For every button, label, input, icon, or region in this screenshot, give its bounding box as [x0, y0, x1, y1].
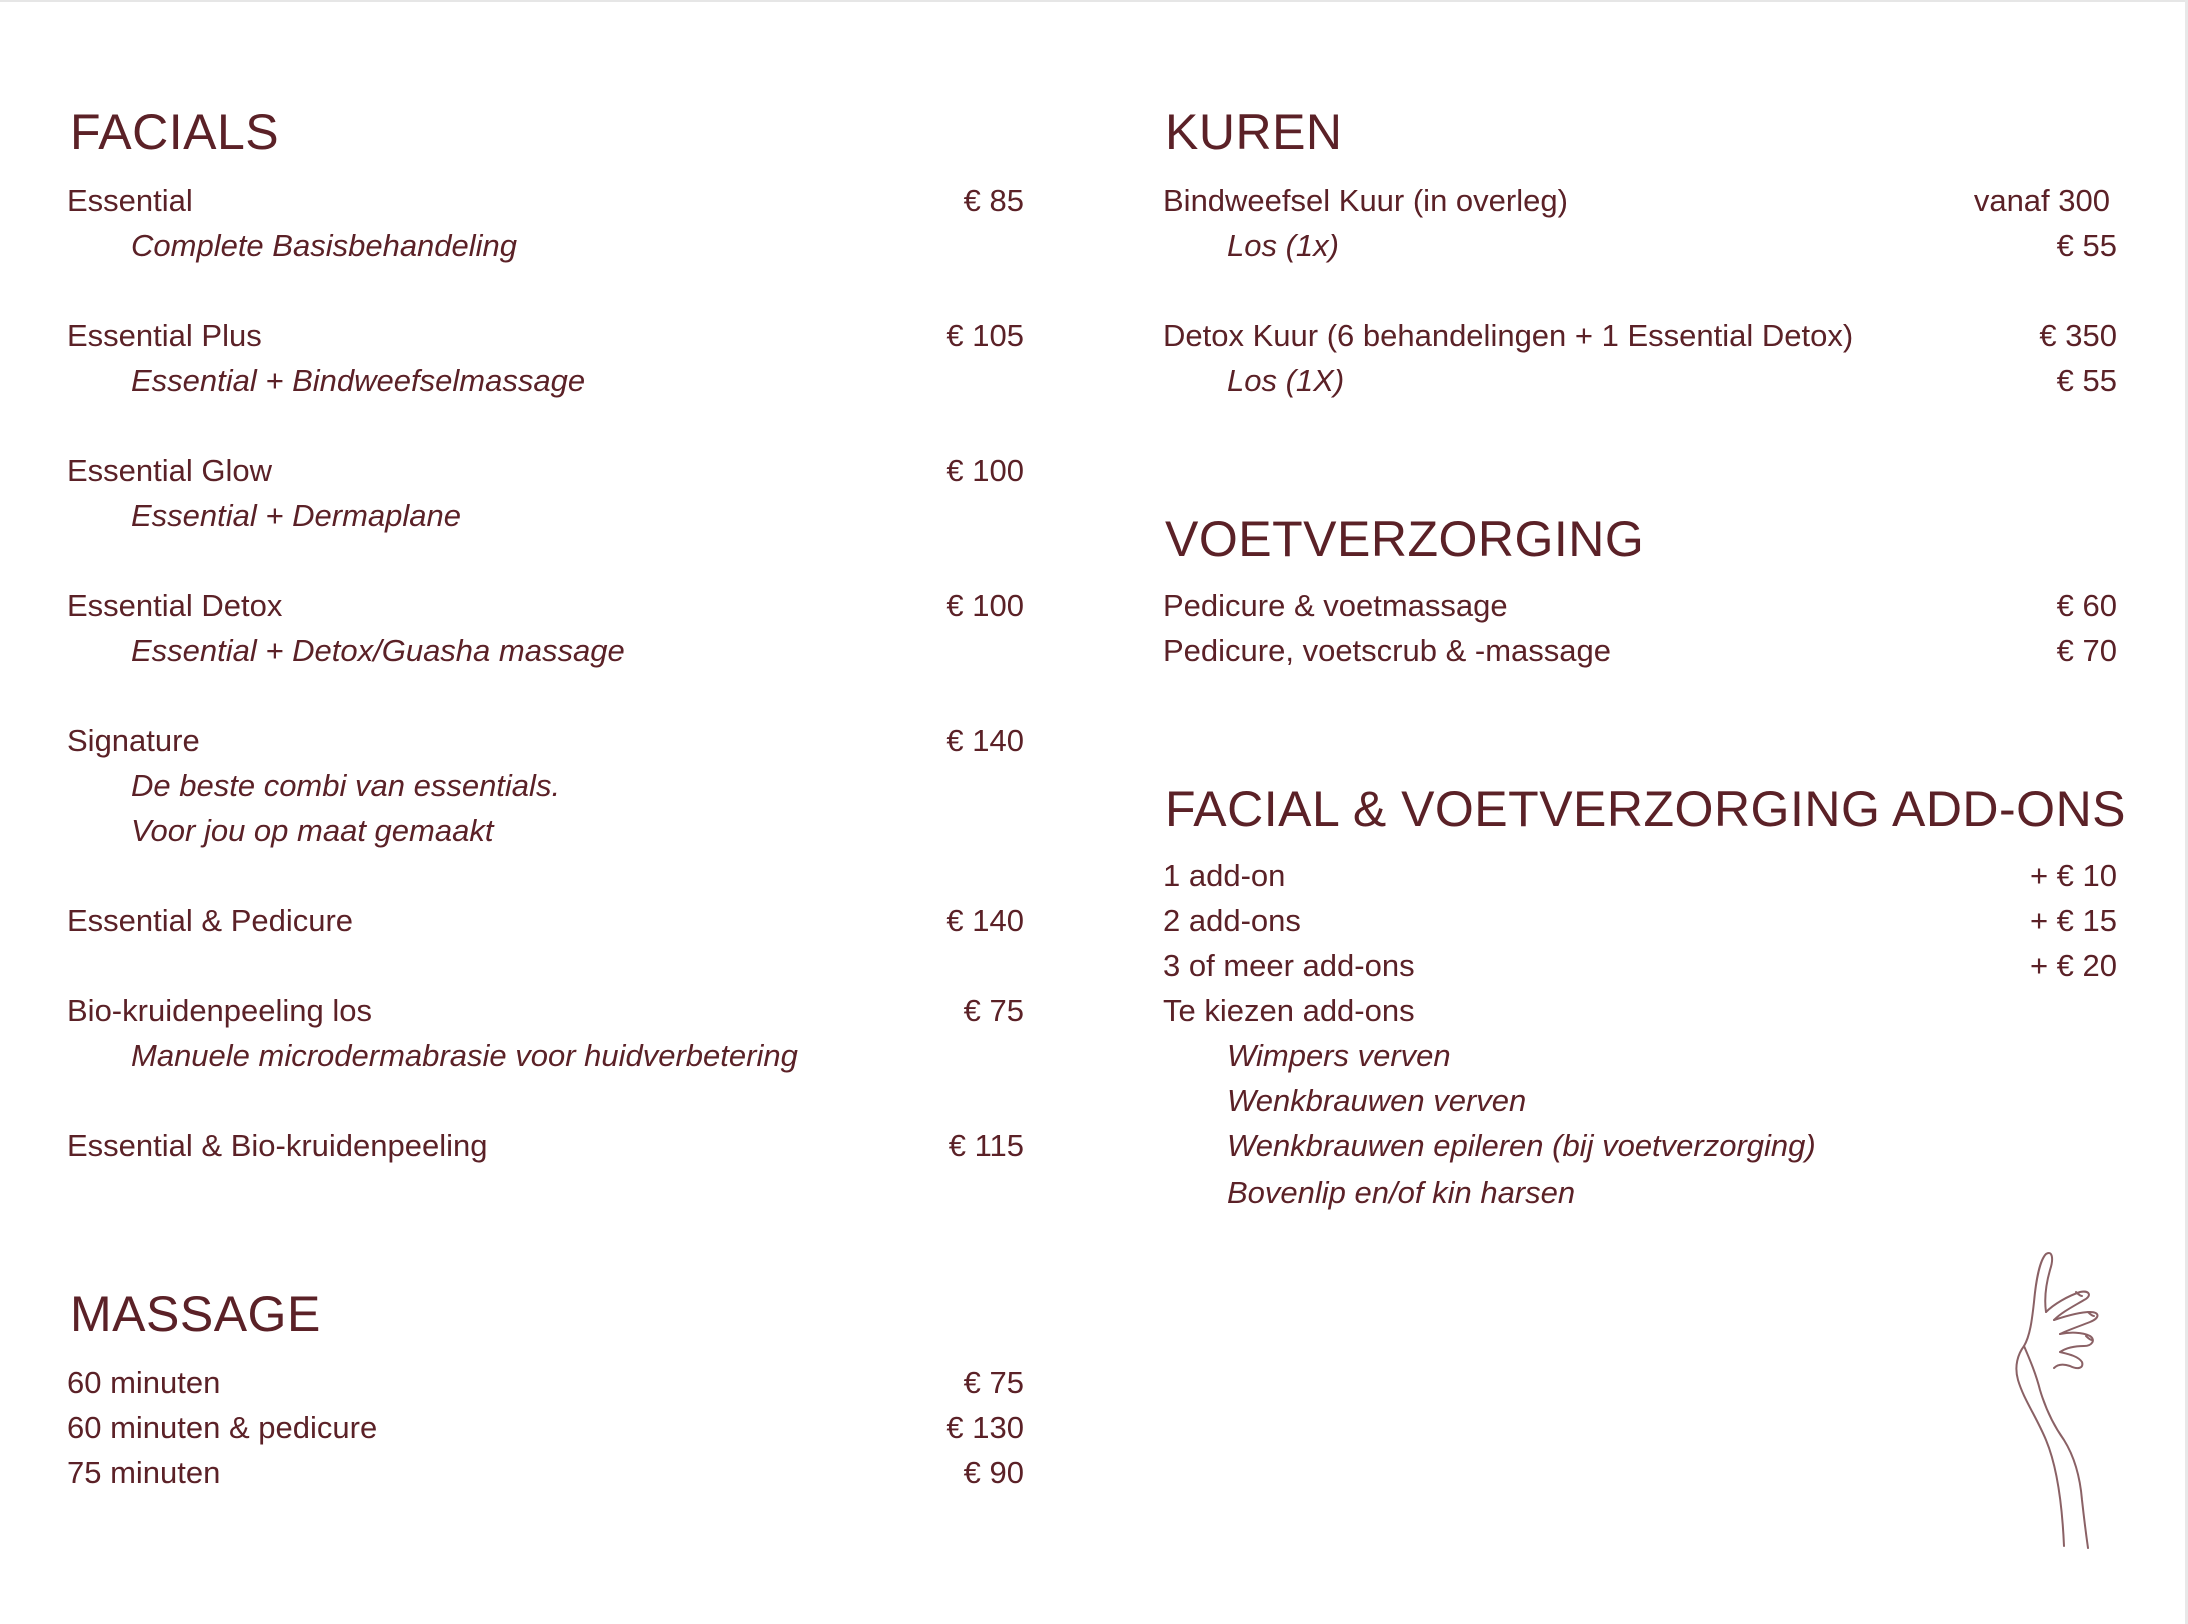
- menu-item: [1163, 314, 2117, 358]
- menu-item: [67, 1451, 1024, 1495]
- hand-line-drawing-icon: [2010, 1250, 2130, 1550]
- menu-item-description: [131, 224, 1024, 268]
- addon-option: [1227, 1079, 2117, 1123]
- item-name: Pedicure, voetscrub & -massage: [1163, 633, 1611, 668]
- item-price: € 55: [2056, 363, 2117, 398]
- menu-item: [67, 1124, 1024, 1168]
- menu-item-sub: [1227, 359, 2117, 403]
- item-description: De beste combi van essentials.: [131, 768, 561, 803]
- kuren-heading: KUREN: [1165, 104, 1343, 160]
- menu-item: [67, 1361, 1024, 1405]
- item-name: Essential Plus: [67, 318, 262, 353]
- item-price: € 90: [963, 1455, 1024, 1490]
- menu-item: [1163, 989, 2117, 1033]
- item-name: Bindweefsel Kuur (in overleg): [1163, 183, 1568, 218]
- item-price: € 100: [946, 588, 1024, 623]
- item-price: € 140: [946, 903, 1024, 938]
- menu-item-description: [131, 1034, 1024, 1078]
- item-name: Bovenlip en/of kin harsen: [1227, 1175, 1576, 1210]
- menu-item: [67, 899, 1024, 943]
- menu-item-sub: [1227, 224, 2117, 268]
- addon-option: [1227, 1124, 2117, 1168]
- item-description: Manuele microdermabrasie voor huidverbetering: [131, 1038, 798, 1073]
- item-price: € 85: [963, 183, 1024, 218]
- menu-item-description: [131, 494, 1024, 538]
- menu-item-description: [131, 809, 1024, 853]
- item-price: € 105: [946, 318, 1024, 353]
- item-name: 60 minuten: [67, 1365, 221, 1400]
- item-price: € 350: [2039, 318, 2117, 353]
- item-name: Signature: [67, 723, 200, 758]
- item-name: Bio-kruidenpeeling los: [67, 993, 373, 1028]
- item-price: € 75: [963, 993, 1024, 1028]
- menu-item: [67, 584, 1024, 628]
- item-description: Voor jou op maat gemaakt: [131, 813, 494, 848]
- item-name: Pedicure & voetmassage: [1163, 588, 1508, 623]
- menu-item: [1163, 899, 2117, 943]
- menu-item: [1163, 944, 2117, 988]
- item-description: Essential + Dermaplane: [131, 498, 461, 533]
- menu-item-description: [131, 359, 1024, 403]
- item-price: € 75: [963, 1365, 1024, 1400]
- item-price: € 115: [948, 1128, 1024, 1163]
- item-name: 60 minuten & pedicure: [67, 1410, 378, 1445]
- menu-item: [1163, 584, 2117, 628]
- menu-item: [67, 989, 1024, 1033]
- menu-item: [67, 179, 1024, 223]
- item-price: + € 15: [2029, 903, 2117, 938]
- item-name: Essential & Pedicure: [67, 903, 354, 938]
- item-price: € 140: [946, 723, 1024, 758]
- item-name: Detox Kuur (6 behandelingen + 1 Essential Detox): [1163, 318, 1854, 353]
- addon-option: [1227, 1034, 2117, 1078]
- item-name: 1 add-on: [1163, 858, 1286, 893]
- addons-heading: FACIAL & VOETVERZORGING ADD-ONS: [1165, 781, 2127, 837]
- facials-heading: FACIALS: [70, 104, 280, 160]
- item-name: 75 minuten: [67, 1455, 221, 1490]
- menu-item: [1163, 854, 2117, 898]
- item-price: vanaf 300: [1973, 183, 2110, 218]
- menu-item: [1163, 179, 2110, 223]
- top-border: [0, 0, 2188, 2]
- item-price: € 70: [2056, 633, 2117, 668]
- item-name: Wenkbrauwen epileren (bij voetverzorging): [1227, 1128, 1816, 1163]
- menu-item: [1163, 629, 2117, 673]
- item-description: Essential + Detox/Guasha massage: [131, 633, 625, 668]
- item-name: 2 add-ons: [1163, 903, 1301, 938]
- addon-option: [1227, 1171, 2117, 1215]
- item-price: + € 10: [2029, 858, 2117, 893]
- item-name: Te kiezen add-ons: [1163, 993, 1415, 1028]
- menu-item: [67, 314, 1024, 358]
- item-name: Essential Detox: [67, 588, 283, 623]
- voetverzorging-heading: VOETVERZORGING: [1165, 511, 1645, 567]
- item-name: Los (1X): [1227, 363, 1345, 398]
- menu-item-description: [131, 764, 1024, 808]
- item-name: Wenkbrauwen verven: [1227, 1083, 1527, 1118]
- menu-item: [67, 719, 1024, 763]
- item-price: + € 20: [2029, 948, 2117, 983]
- menu-item-description: [131, 629, 1024, 673]
- item-name: Wimpers verven: [1227, 1038, 1451, 1073]
- massage-heading: MASSAGE: [70, 1286, 321, 1342]
- item-description: Complete Basisbehandeling: [131, 228, 518, 263]
- item-description: Essential + Bindweefselmassage: [131, 363, 586, 398]
- item-name: Essential Glow: [67, 453, 273, 488]
- item-price: € 60: [2056, 588, 2117, 623]
- item-name: 3 of meer add-ons: [1163, 948, 1415, 983]
- item-name: Essential: [67, 183, 193, 218]
- menu-item: [67, 449, 1024, 493]
- menu-item: [67, 1406, 1024, 1450]
- item-name: Los (1x): [1227, 228, 1339, 263]
- item-price: € 130: [946, 1410, 1024, 1445]
- item-name: Essential & Bio-kruidenpeeling: [67, 1128, 488, 1163]
- item-price: € 55: [2056, 228, 2117, 263]
- item-price: € 100: [946, 453, 1024, 488]
